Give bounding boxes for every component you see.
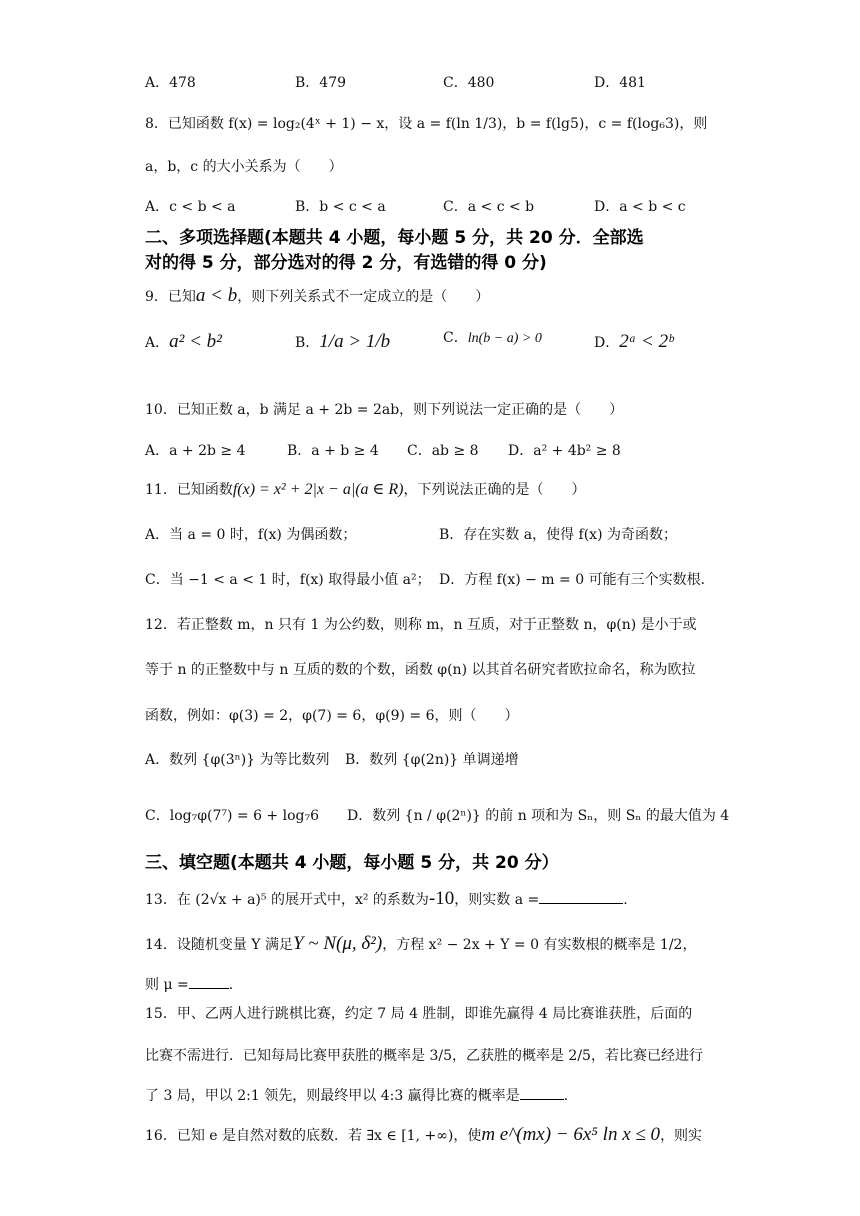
q8-stem: 8．已知函数 f(x) = log₂(4ˣ + 1) − x，设 a = f(ln 1/3)，b = f(lg5)，c = f(log₆3)，则 <box>145 116 708 132</box>
q8-option-d: D．a < b < c <box>594 199 686 215</box>
q15-line3-end: . <box>563 1088 569 1104</box>
q14-line2-prefix: 则 μ = <box>145 977 189 993</box>
q9-stem <box>145 286 489 307</box>
q14-stem-line2 <box>145 974 233 995</box>
q13-stem <box>145 889 628 910</box>
q7-option-d: D．481 <box>594 75 646 91</box>
q12-option-b: B．数列 {φ(2n)} 单调递增 <box>345 752 519 768</box>
q11-stem-math: f(x) = x² + 2|x − a|(a ∈ R) <box>232 481 404 498</box>
q13-stem-prefix: 13．在 (2√x + a)⁵ 的展开式中，x² 的系数为 <box>145 892 429 908</box>
q14-stem <box>145 934 696 955</box>
q12-stem-line3: 函数，例如：φ(3) = 2，φ(7) = 6，φ(9) = 6，则（ ） <box>145 708 519 724</box>
q10-option-a: A．a + 2b ≥ 4 <box>145 443 246 459</box>
q11-stem-suffix: ，下列说法正确的是（ ） <box>403 482 586 498</box>
q12-option-d: D．数列 {n / φ(2ⁿ)} 的前 n 项和为 Sₙ，则 Sₙ 的最大值为 4 <box>347 808 730 824</box>
q7-option-c: C．480 <box>443 75 495 91</box>
q12-stem-line2: 等于 n 的正整数中与 n 互质的数的个数，函数 φ(n) 以其首名研究者欧拉命名，称为欧拉 <box>145 662 696 678</box>
q14-stem-math: Y ~ N(μ, δ²) <box>292 933 383 954</box>
q11-option-c: C．当 −1 < a < 1 时，f(x) 取得最小值 a²； <box>145 572 431 588</box>
section-3-heading: 三、填空题(本题共 4 小题，每小题 5 分，共 20 分） <box>145 853 559 873</box>
q10-option-b: B．a + b ≥ 4 <box>287 443 379 459</box>
q16-stem <box>145 1125 702 1146</box>
q9-stem-math: a < b <box>195 285 238 306</box>
q15-stem-line1: 15．甲、乙两人进行跳棋比赛，约定 7 局 4 胜制，即谁先赢得 4 局比赛谁获胜，后面的 <box>145 1006 693 1022</box>
q8-option-a: A．c < b < a <box>145 199 236 215</box>
q9-option-d-math: 2ᵃ < 2ᵇ <box>619 331 674 352</box>
section-2-heading-line2: 对的得 5 分，部分选对的得 2 分，有选错的得 0 分) <box>145 253 547 273</box>
q11-stem-prefix: 11．已知函数 <box>145 482 233 498</box>
q11-stem <box>145 480 586 500</box>
q9-stem-prefix: 9．已知 <box>145 289 196 305</box>
q9-option-a-math: a² < b² <box>169 331 222 352</box>
q8-stem-line2: a，b，c 的大小关系为（ ） <box>145 159 343 175</box>
q9-option-c <box>443 328 542 349</box>
q8-option-c: C．a < c < b <box>443 199 535 215</box>
q13-stem-end: . <box>623 892 628 908</box>
q14-stem-prefix: 14．设随机变量 Y 满足 <box>145 937 293 953</box>
q10-stem: 10．已知正数 a，b 满足 a + 2b = 2ab，则下列说法一定正确的是（ ） <box>145 402 624 418</box>
q9-stem-suffix: ，则下列关系式不一定成立的是（ ） <box>237 289 490 305</box>
q9-option-d-label: D． <box>594 335 620 351</box>
q9-option-c-label: C． <box>443 330 468 346</box>
q13-stem-suffix: ，则实数 a = <box>454 892 540 908</box>
q16-stem-math: m e^(mx) − 6x⁵ ln x ≤ 0 <box>481 1124 661 1145</box>
q9-option-c-math: ln(b − a) > 0 <box>467 331 542 346</box>
q15-line3-prefix: 了 3 局，甲以 2:1 领先，则最终甲以 4:3 赢得比赛的概率是 <box>145 1088 520 1104</box>
q13-coefficient-value: -10 <box>428 888 455 909</box>
section-2-heading-line1: 二、多项选择题(本题共 4 小题，每小题 5 分，共 20 分．全部选 <box>145 228 644 248</box>
q9-option-b-math: 1/a > 1/b <box>319 331 391 352</box>
q12-option-a: A．数列 {φ(3ⁿ)} 为等比数列 <box>145 752 330 768</box>
q8-option-b: B．b < c < a <box>295 199 386 215</box>
q15-stem-line2: 比赛不需进行．已知每局比赛甲获胜的概率是 3/5，乙获胜的概率是 2/5，若比赛已经进行 <box>145 1048 703 1064</box>
q13-answer-blank <box>539 889 623 904</box>
q9-option-b <box>295 332 390 353</box>
q11-option-a: A．当 a = 0 时，f(x) 为偶函数； <box>145 527 357 543</box>
q9-option-a <box>145 332 222 353</box>
q14-line2-end: . <box>228 977 234 993</box>
q12-option-c: C．log₇φ(7⁷) = 6 + log₇6 <box>145 808 319 824</box>
q12-stem-line1: 12．若正整数 m，n 只有 1 为公约数，则称 m，n 互质，对于正整数 n，φ(n) 是小于或 <box>145 617 697 633</box>
q10-option-d: D．a² + 4b² ≥ 8 <box>508 443 621 459</box>
q14-answer-blank <box>189 974 229 989</box>
q9-option-b-label: B． <box>295 335 320 351</box>
q16-stem-suffix: ，则实 <box>660 1128 703 1144</box>
q7-option-b: B．479 <box>295 75 347 91</box>
q14-stem-suffix: ，方程 x² − 2x + Y = 0 有实数根的概率是 1/2， <box>382 937 697 953</box>
q15-stem-line3 <box>145 1085 568 1106</box>
q11-option-d: D．方程 f(x) − m = 0 可能有三个实数根． <box>439 572 715 588</box>
q7-option-a: A．478 <box>145 75 196 91</box>
q10-option-c: C．ab ≥ 8 <box>407 443 479 459</box>
q15-answer-blank <box>520 1085 564 1100</box>
q9-option-d <box>594 332 673 353</box>
q9-option-a-label: A． <box>145 335 170 351</box>
q11-option-b: B．存在实数 a，使得 f(x) 为奇函数； <box>439 527 677 543</box>
q16-stem-prefix: 16．已知 e 是自然对数的底数．若 ∃x ∈ [1, +∞)，使 <box>145 1128 482 1144</box>
